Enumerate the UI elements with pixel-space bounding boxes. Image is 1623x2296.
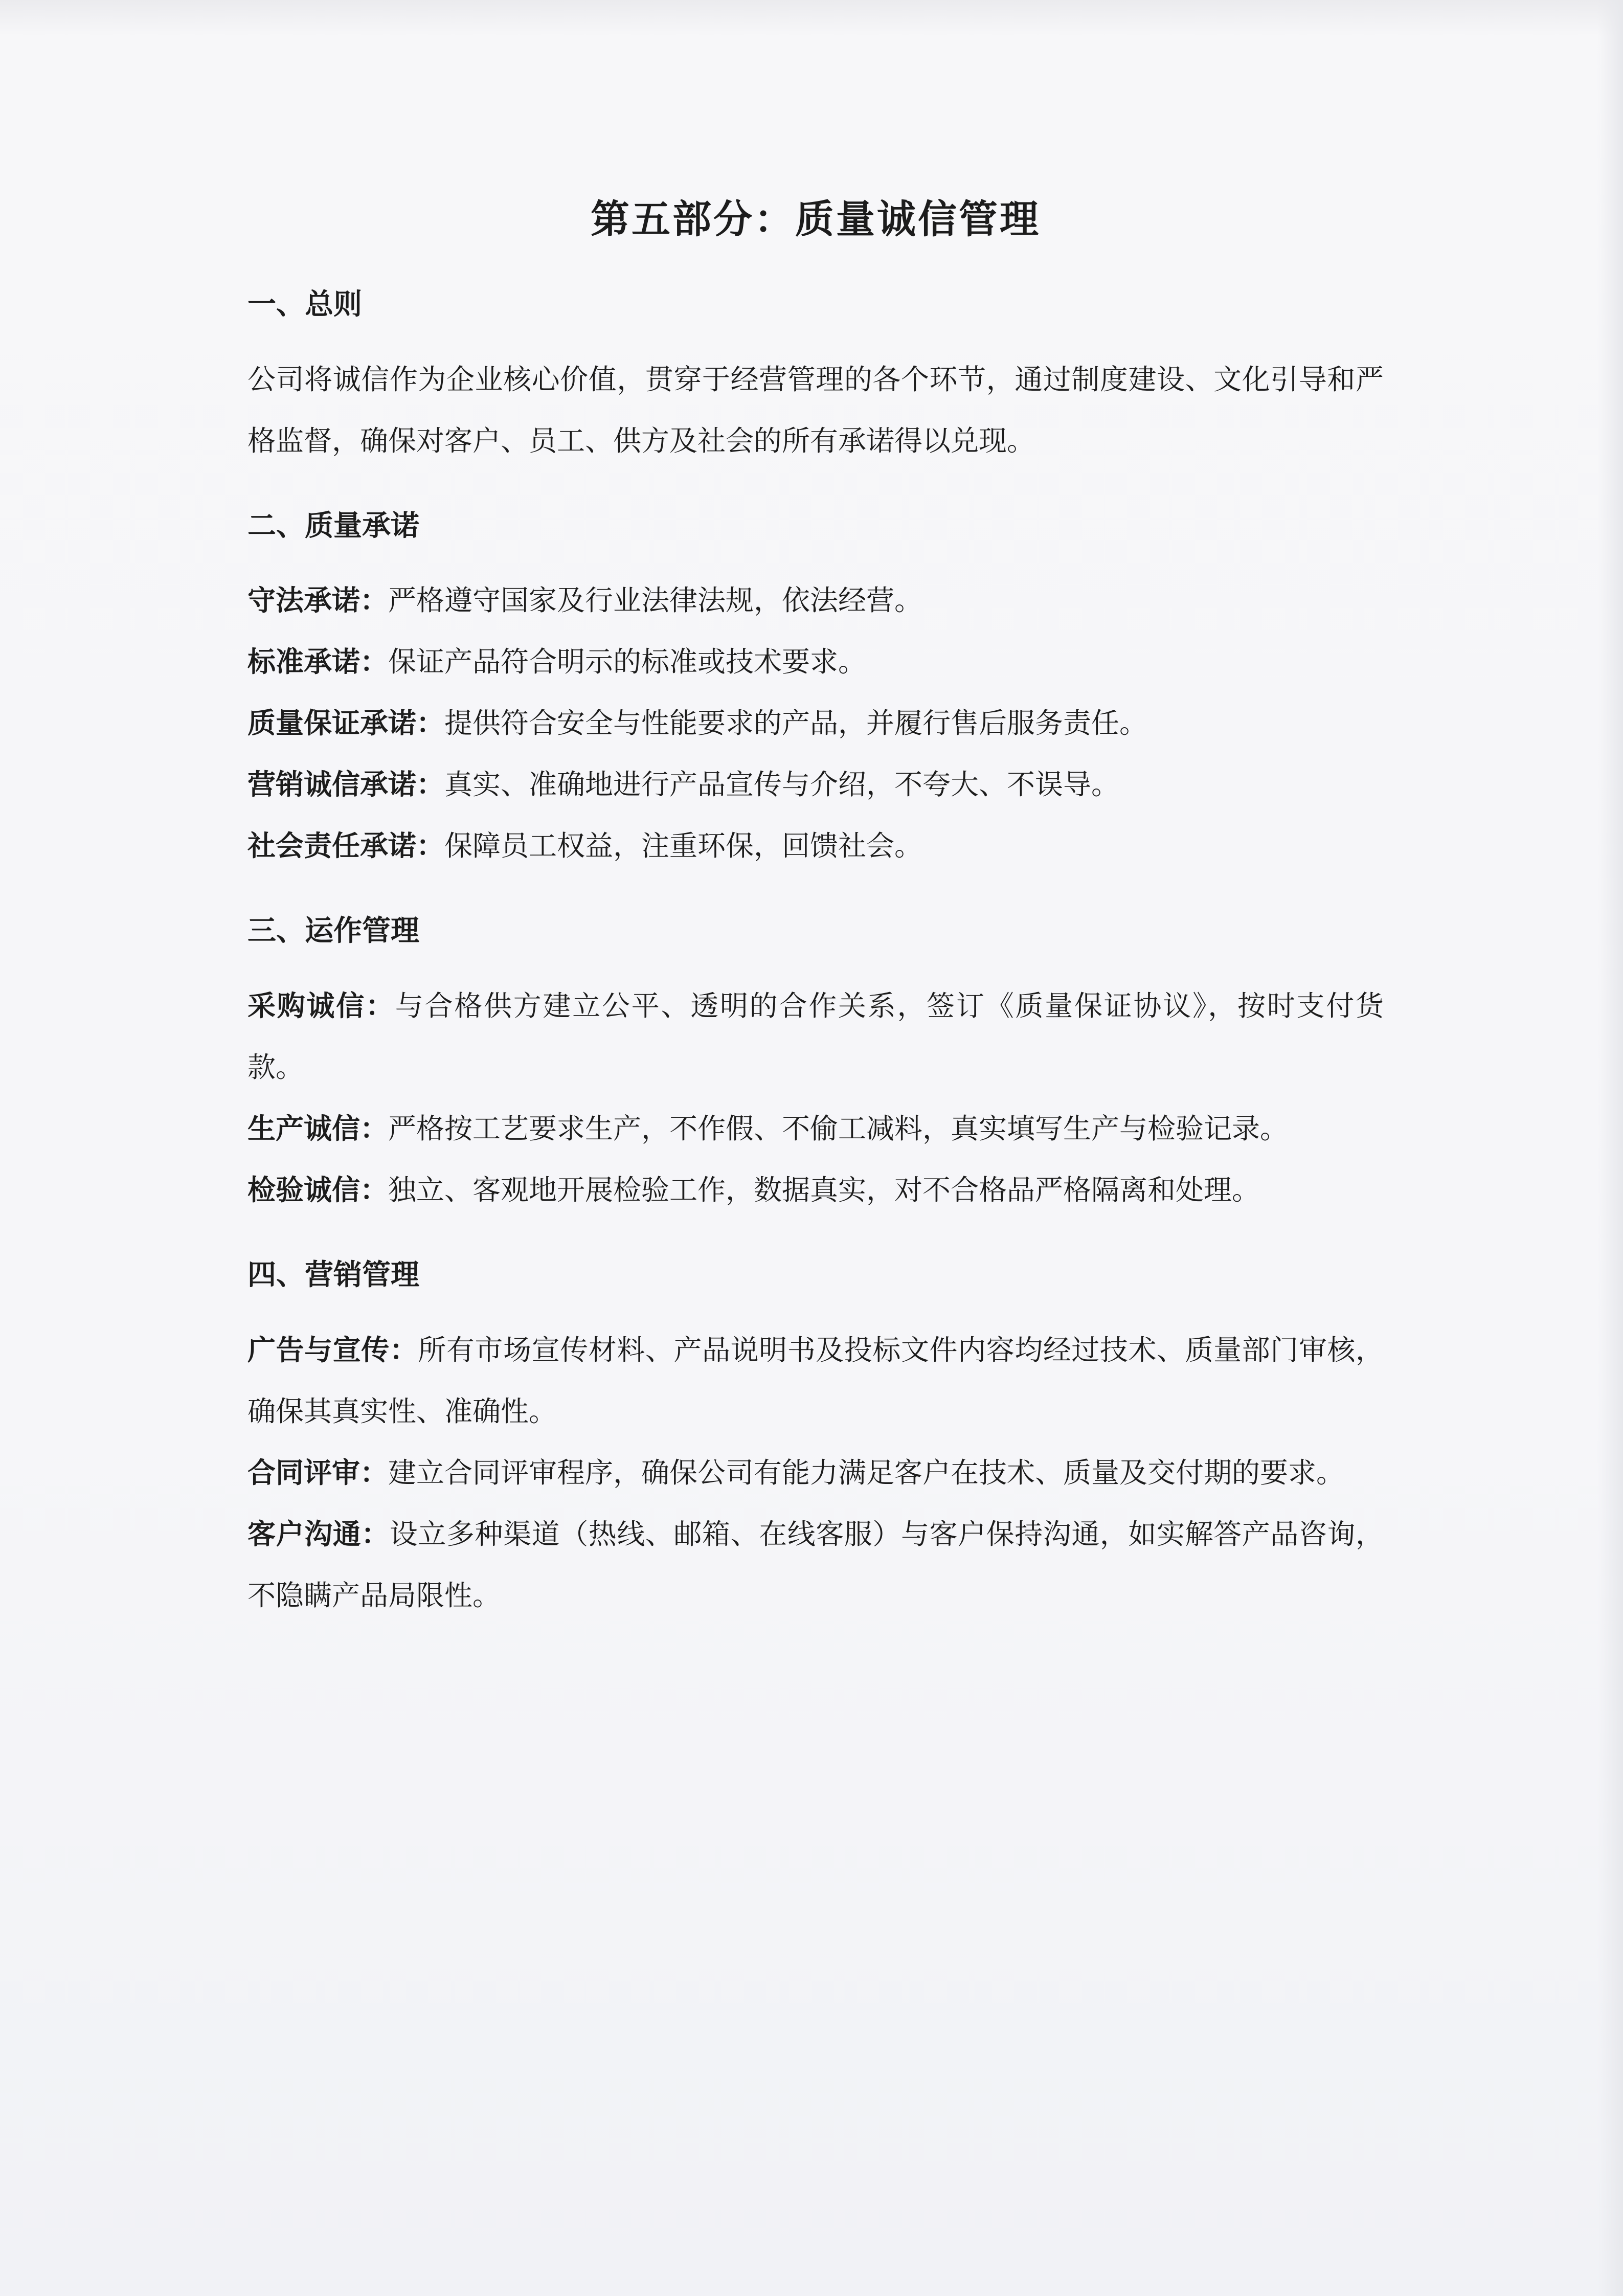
item-text: 保证产品符合明示的标准或技术要求。 [388,645,867,679]
list-item [247,692,1384,754]
list-item [247,975,1384,1098]
item-text: 设立多种渠道（热线、邮箱、在线客服）与客户保持沟通，如实解答产品咨询，不隐瞒产品局限性。 [247,1517,1384,1612]
item-label: 质量保证承诺： [247,706,445,740]
scan-edge-right [1597,0,1623,2296]
item-label: 营销诚信承诺： [247,768,445,801]
page-title: 第五部分：质量诚信管理 [591,196,1041,242]
section-general [247,286,1384,492]
item-text: 真实、准确地进行产品宣传与介绍，不夸大、不误导。 [444,768,1120,801]
section-heading: 四、营销管理 [247,1258,419,1292]
item-text: 严格按工艺要求生产，不作假、不偷工减料，真实填写生产与检验记录。 [388,1112,1289,1145]
item-text: 严格遵守国家及行业法律法规，依法经营。 [388,584,923,617]
item-text: 提供符合安全与性能要求的产品，并履行售后服务责任。 [444,707,1148,740]
item-label: 生产诚信： [247,1112,389,1145]
item-label: 守法承诺： [247,583,389,617]
section-heading: 二、质量承诺 [247,508,419,543]
item-label: 合同评审： [247,1455,389,1489]
item-label: 客户沟通： [247,1517,390,1550]
list-item [247,815,1384,876]
scan-edge-top [0,0,1623,36]
section-heading: 一、总则 [247,287,362,321]
item-text: 保障员工权益，注重环保，回馈社会。 [444,829,923,863]
section-paragraph: 公司将诚信作为企业核心价值，贯穿于经营管理的各个环节，通过制度建设、文化引导和严格监督，确保对客户、员工、供方及社会的所有承诺得以兑现。 [247,363,1384,457]
section-operation-management [247,912,1384,1241]
list-item [247,754,1384,815]
list-item [247,1503,1384,1626]
list-item [247,631,1384,692]
section-quality-commitment [247,507,1384,897]
item-label: 社会责任承诺： [247,829,445,863]
item-text: 独立、客观地开展检验工作，数据真实，对不合格品严格隔离和处理。 [388,1174,1260,1207]
item-label: 检验诚信： [247,1173,389,1207]
item-text: 建立合同评审程序，确保公司有能力满足客户在技术、质量及交付期的要求。 [388,1456,1345,1489]
section-marketing-management [247,1256,1384,1626]
section-heading: 三、运作管理 [247,914,419,948]
item-text: 所有市场宣传材料、产品说明书及投标文件内容均经过技术、质量部门审核，确保其真实性、准确性。 [247,1333,1384,1428]
list-item [247,1098,1384,1159]
document-body [247,194,1384,1641]
item-text: 与合格供方建立公平、透明的合作关系，签订《质量保证协议》，按时支付货款。 [247,989,1384,1084]
list-item [247,1442,1384,1503]
item-label: 广告与宣传： [247,1333,418,1366]
list-item [247,1159,1384,1221]
item-label: 标准承诺： [247,645,389,679]
list-item [247,570,1384,631]
item-label: 采购诚信： [247,989,395,1023]
list-item [247,1319,1384,1442]
